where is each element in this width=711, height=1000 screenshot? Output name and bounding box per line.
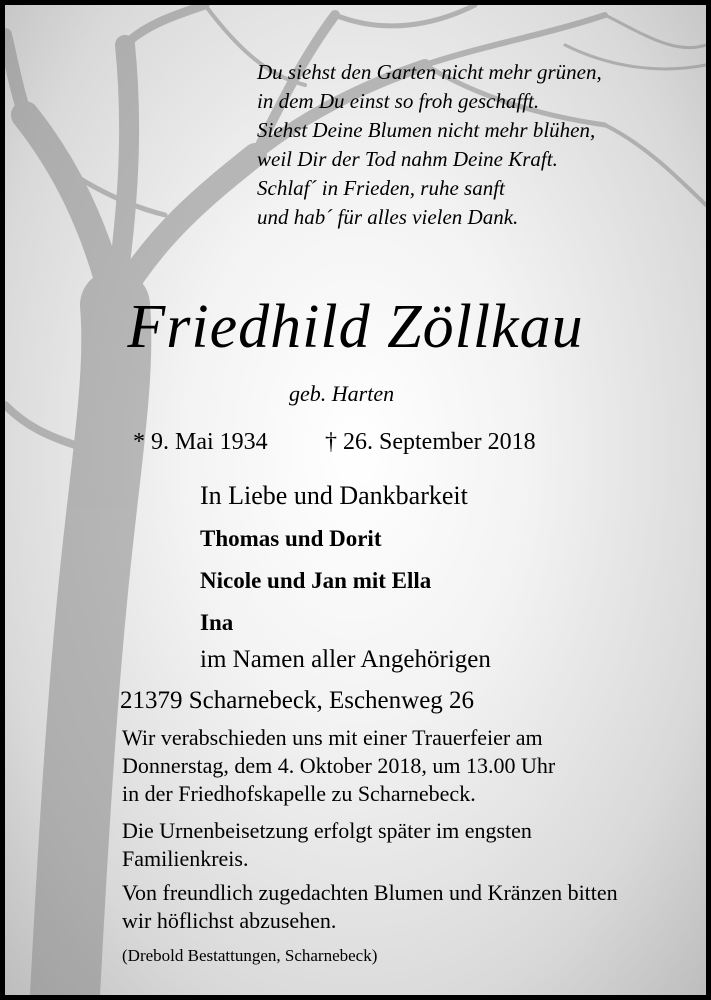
birth-date: * 9. Mai 1934	[133, 429, 268, 455]
address: 21379 Scharnebeck, Eschenweg 26	[120, 687, 475, 714]
poem-line: weil Dir der Tod nahm Deine Kraft.	[257, 147, 558, 171]
poem-line: und hab´ für alles vielen Dank.	[257, 205, 519, 229]
notice-content	[5, 5, 706, 995]
info-line: Wir verabschieden uns mit einer Trauerfeier am	[122, 725, 543, 750]
undertaker-credit: (Drebold Bestattungen, Scharnebeck)	[122, 946, 378, 965]
poem-line: Schlaf´ in Frieden, ruhe sanft	[257, 176, 505, 200]
poem-line: Du siehst den Garten nicht mehr grünen,	[257, 60, 602, 84]
mourner-family: Ina	[200, 610, 234, 635]
flowers-info	[122, 879, 618, 935]
maiden-name: geb. Harten	[289, 381, 395, 406]
poem	[257, 58, 602, 232]
mourner-family: Thomas und Dorit	[200, 526, 382, 551]
info-line: in der Friedhofskapelle zu Scharnebeck.	[122, 781, 476, 806]
ceremony-info	[122, 724, 555, 808]
deceased-name: Friedhild Zöllkau	[127, 293, 584, 361]
mourners-closing: im Namen aller Angehörigen	[200, 646, 491, 673]
burial-info	[122, 817, 532, 873]
mourners-intro: In Liebe und Dankbarkeit	[200, 481, 468, 510]
death-date: † 26. September 2018	[325, 429, 536, 455]
info-line: Von freundlich zugedachten Blumen und Kränzen bitten	[122, 880, 618, 905]
info-line: Familienkreis.	[122, 846, 249, 871]
poem-line: Siehst Deine Blumen nicht mehr blühen,	[257, 118, 596, 142]
mourner-family: Nicole und Jan mit Ella	[200, 568, 432, 593]
poem-line: in dem Du einst so froh geschafft.	[257, 89, 540, 113]
info-line: Die Urnenbeisetzung erfolgt später im engsten	[122, 818, 532, 843]
info-line: wir höflichst abzusehen.	[122, 908, 337, 933]
info-line: Donnerstag, dem 4. Oktober 2018, um 13.00 Uhr	[122, 753, 556, 778]
